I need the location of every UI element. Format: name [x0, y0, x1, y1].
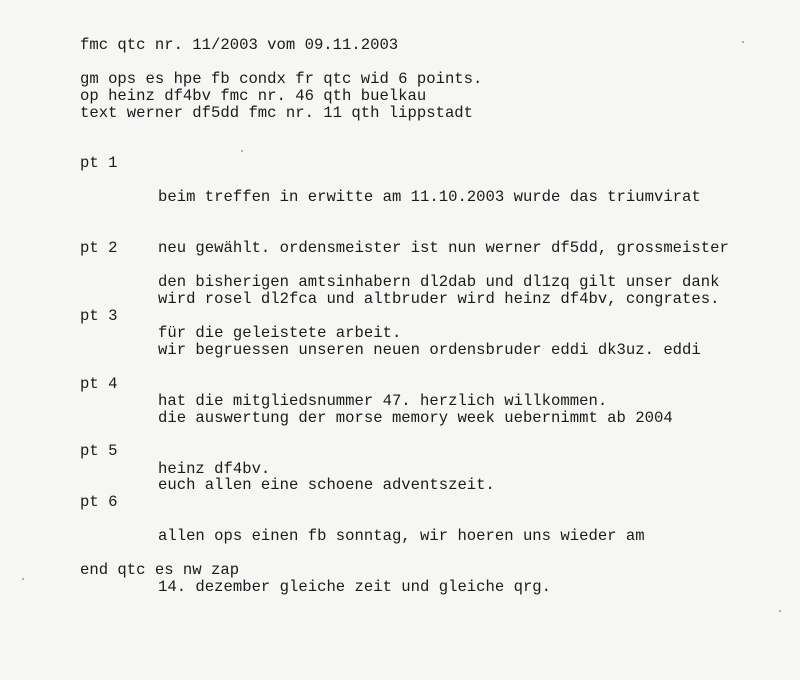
point-label: pt 6 — [80, 493, 118, 511]
point-label: pt 4 — [80, 375, 118, 393]
point-text-line: die auswertung der morse memory week uebernimmt ab 2004 — [158, 409, 673, 427]
point-text-line: für die geleistete arbeit. — [158, 324, 402, 342]
intro-line-3: text werner df5dd fmc nr. 11 qth lippstadt — [80, 104, 474, 122]
document-footer: end qtc es nw zap — [80, 561, 240, 579]
point-text-line: wir begruessen unseren neuen ordensbruder eddi dk3uz. eddi — [158, 341, 701, 359]
intro-line-2: op heinz df4bv fmc nr. 46 qth buelkau — [80, 87, 427, 105]
scan-speck — [241, 150, 243, 152]
point-label: pt 5 — [80, 442, 118, 460]
scan-speck — [22, 578, 24, 580]
scan-speck — [779, 610, 781, 612]
intro-line-1: gm ops es hpe fb condx fr qtc wid 6 points. — [80, 70, 483, 88]
scan-speck — [742, 41, 744, 43]
point-label: pt 3 — [80, 307, 118, 325]
point-text-line: allen ops einen fb sonntag, wir hoeren uns wieder am — [158, 527, 645, 545]
point-text-line: 14. dezember gleiche zeit und gleiche qrg. — [158, 578, 552, 596]
point-text-line: euch allen eine schoene adventszeit. — [158, 476, 495, 494]
point-text-line: den bisherigen amtsinhabern dl2dab und dl1zq gilt unser dank — [158, 273, 720, 291]
point-text-line: neu gewählt. ordensmeister ist nun werner df5dd, grossmeister — [158, 239, 729, 257]
point-label: pt 1 — [80, 154, 118, 172]
point-text-line: beim treffen in erwitte am 11.10.2003 wurde das triumvirat — [158, 188, 701, 206]
document-header: fmc qtc nr. 11/2003 vom 09.11.2003 — [80, 36, 399, 54]
point-label: pt 2 — [80, 239, 118, 257]
point-text-line: hat die mitgliedsnummer 47. herzlich willkommen. — [158, 392, 608, 410]
point-text-line: wird rosel dl2fca und altbruder wird heinz df4bv, congrates. — [158, 290, 720, 308]
point-text-line: heinz df4bv. — [158, 460, 271, 478]
